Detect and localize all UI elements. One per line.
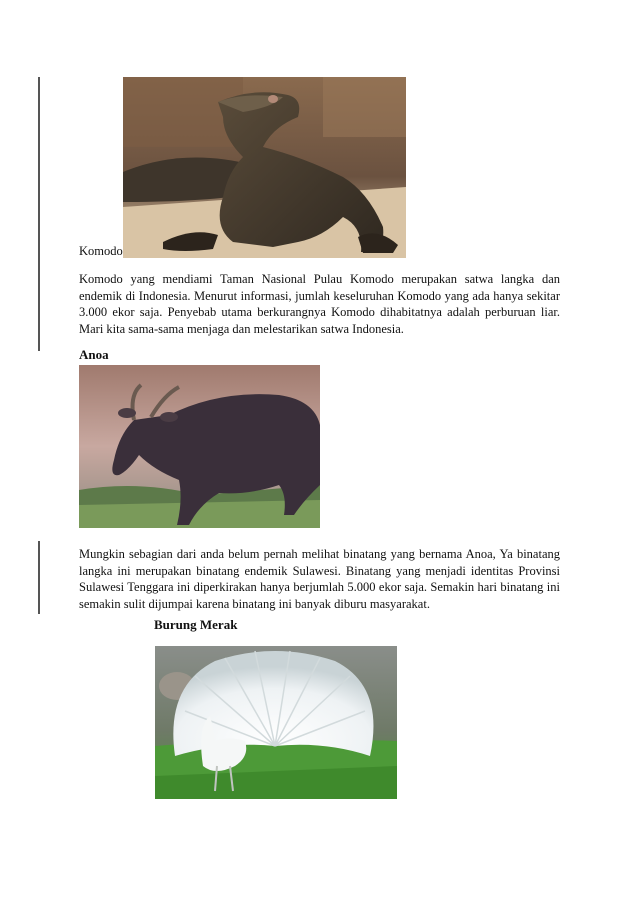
- anoa-paragraph: Mungkin sebagian dari anda belum pernah melihat binatang yang bernama Anoa, Ya binatang langka ini merupakan binatang endemik Sulawesi. Binatang yang menjadi identitas Provinsi Sulawesi Tenggara ini diperkirakan hanya berjumlah 5.000 ekor saja. Semakin hari binatang ini semakin sulit dijumpai karena binatang ini banyak diburu masyarakat.: [79, 547, 560, 611]
- peacock-photo: [155, 646, 397, 799]
- merak-heading: Burung Merak: [154, 617, 238, 632]
- komodo-paragraph: Komodo yang mendiami Taman Nasional Pulau Komodo merupakan satwa langka dan endemik di Indonesia. Menurut informasi, jumlah keseluruhan Komodo yang ada hanya sekitar 3.000 ekor saja. Penyebab utama berkurangnya Komodo dihabitatnya adalah perburuan liar. Mari kita sama-sama menjaga dan melestarikan satwa Indonesia.: [79, 272, 560, 336]
- anoa-photo: [79, 365, 320, 528]
- margin-bar-top: [38, 77, 40, 351]
- anoa-heading: Anoa: [79, 347, 109, 362]
- margin-bar-middle: [38, 541, 40, 614]
- komodo-caption: Komodo: [79, 244, 123, 258]
- komodo-photo: [123, 77, 406, 258]
